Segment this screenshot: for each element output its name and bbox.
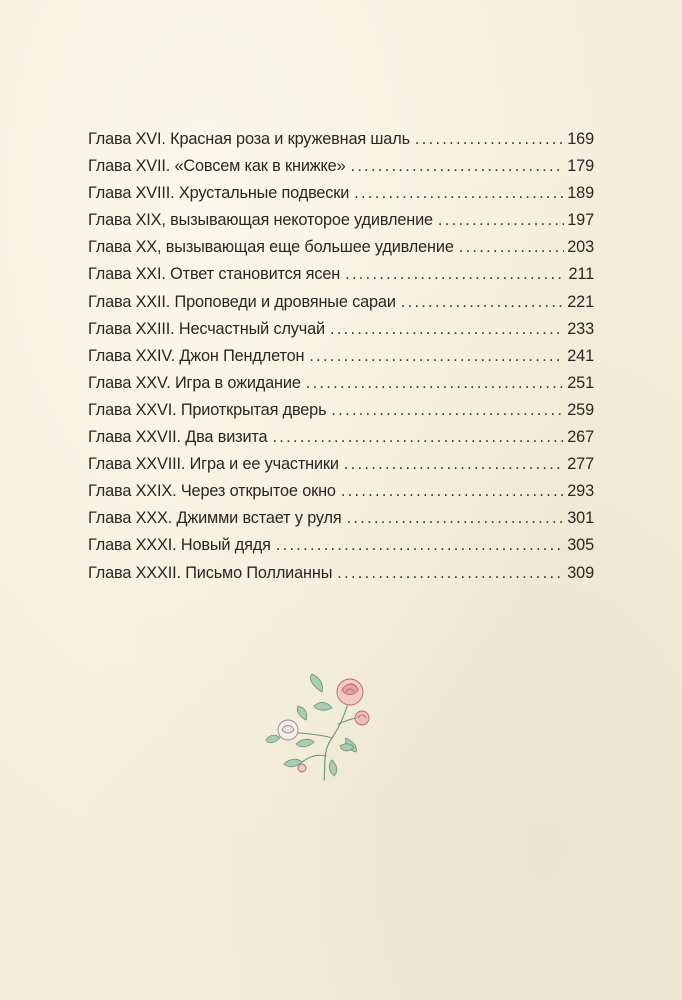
toc-entry — [88, 207, 594, 234]
toc-leader-dots — [331, 397, 564, 424]
toc-entry-page: 267 — [567, 428, 594, 447]
toc-entry-title: Глава XX, вызывающая еще большее удивление — [88, 238, 454, 257]
toc-entry — [88, 153, 594, 180]
toc-leader-dots — [306, 370, 565, 397]
toc-entry — [88, 424, 594, 451]
toc-entry — [88, 289, 594, 316]
toc-entry-title: Глава XXVII. Два визита — [88, 428, 268, 447]
toc-entry — [88, 316, 594, 343]
toc-leader-dots — [350, 153, 564, 180]
toc-entry-title: Глава XXIX. Через открытое окно — [88, 482, 336, 501]
table-of-contents — [88, 126, 594, 587]
toc-entry-page: 189 — [567, 184, 594, 203]
toc-entry — [88, 451, 594, 478]
toc-entry-title: Глава XXIV. Джон Пендлетон — [88, 346, 305, 365]
toc-leader-dots — [341, 478, 564, 505]
toc-leader-dots — [438, 207, 564, 234]
toc-entry — [88, 397, 594, 424]
toc-entry-title: Глава XXXI. Новый дядя — [88, 536, 271, 555]
toc-leader-dots — [354, 180, 564, 207]
toc-entry-page: 179 — [567, 157, 594, 176]
toc-leader-dots — [272, 424, 564, 451]
toc-entry-page: 301 — [567, 509, 594, 528]
toc-entry-title: Глава XVI. Красная роза и кружевная шаль — [88, 130, 410, 148]
toc-entry — [88, 505, 594, 532]
toc-entry-title: Глава XXVIII. Игра и ее участники — [88, 455, 339, 474]
toc-entry — [88, 370, 594, 397]
toc-entry — [88, 478, 594, 505]
toc-leader-dots — [415, 126, 564, 153]
toc-entry-title: Глава XXXII. Письмо Поллианны — [88, 563, 333, 582]
toc-leader-dots — [276, 532, 565, 559]
toc-entry-page: 211 — [568, 265, 594, 284]
toc-leader-dots — [347, 505, 565, 532]
rose-branch-icon — [262, 672, 380, 784]
toc-entry-title: Глава XIX, вызывающая некоторое удивление — [88, 211, 433, 230]
toc-leader-dots — [344, 451, 564, 478]
toc-entry-page: 241 — [567, 346, 594, 365]
toc-entry-page: 233 — [567, 319, 594, 338]
toc-entry-page: 221 — [567, 292, 594, 311]
toc-entry-title: Глава XXI. Ответ становится ясен — [88, 265, 341, 284]
toc-entry-title: Глава XVII. «Совсем как в книжке» — [88, 157, 346, 176]
toc-entry — [88, 126, 594, 153]
toc-entry — [88, 532, 594, 559]
toc-entry-title: Глава XXV. Игра в ожидание — [88, 373, 301, 392]
toc-entry-title: Глава XXX. Джимми встает у руля — [88, 509, 342, 528]
toc-entry-page: 277 — [567, 455, 594, 474]
toc-leader-dots — [401, 289, 565, 316]
toc-entry-page: 259 — [567, 400, 594, 419]
toc-leader-dots — [459, 234, 565, 261]
toc-entry-page: 309 — [567, 563, 594, 582]
toc-entry-page: 197 — [567, 211, 594, 230]
toc-leader-dots — [309, 343, 564, 370]
toc-entry — [88, 180, 594, 207]
toc-entry-title: Глава XXII. Проповеди и дровяные сараи — [88, 292, 396, 311]
toc-entry-page: 203 — [567, 238, 594, 257]
toc-entry — [88, 234, 594, 261]
toc-leader-dots — [337, 560, 564, 587]
toc-entry — [88, 560, 594, 587]
toc-entry-title: Глава XVIII. Хрустальные подвески — [88, 184, 350, 203]
toc-entry-title: Глава XXIII. Несчастный случай — [88, 319, 325, 338]
toc-entry-title: Глава XXVI. Приоткрытая дверь — [88, 400, 327, 419]
toc-entry — [88, 343, 594, 370]
toc-leader-dots — [330, 316, 564, 343]
toc-entry — [88, 261, 594, 288]
toc-entry-page: 305 — [567, 536, 594, 555]
toc-entry-page: 293 — [567, 482, 594, 501]
toc-entry-page: 251 — [567, 373, 594, 392]
toc-entry-page: 169 — [567, 130, 594, 148]
toc-leader-dots — [345, 261, 565, 288]
